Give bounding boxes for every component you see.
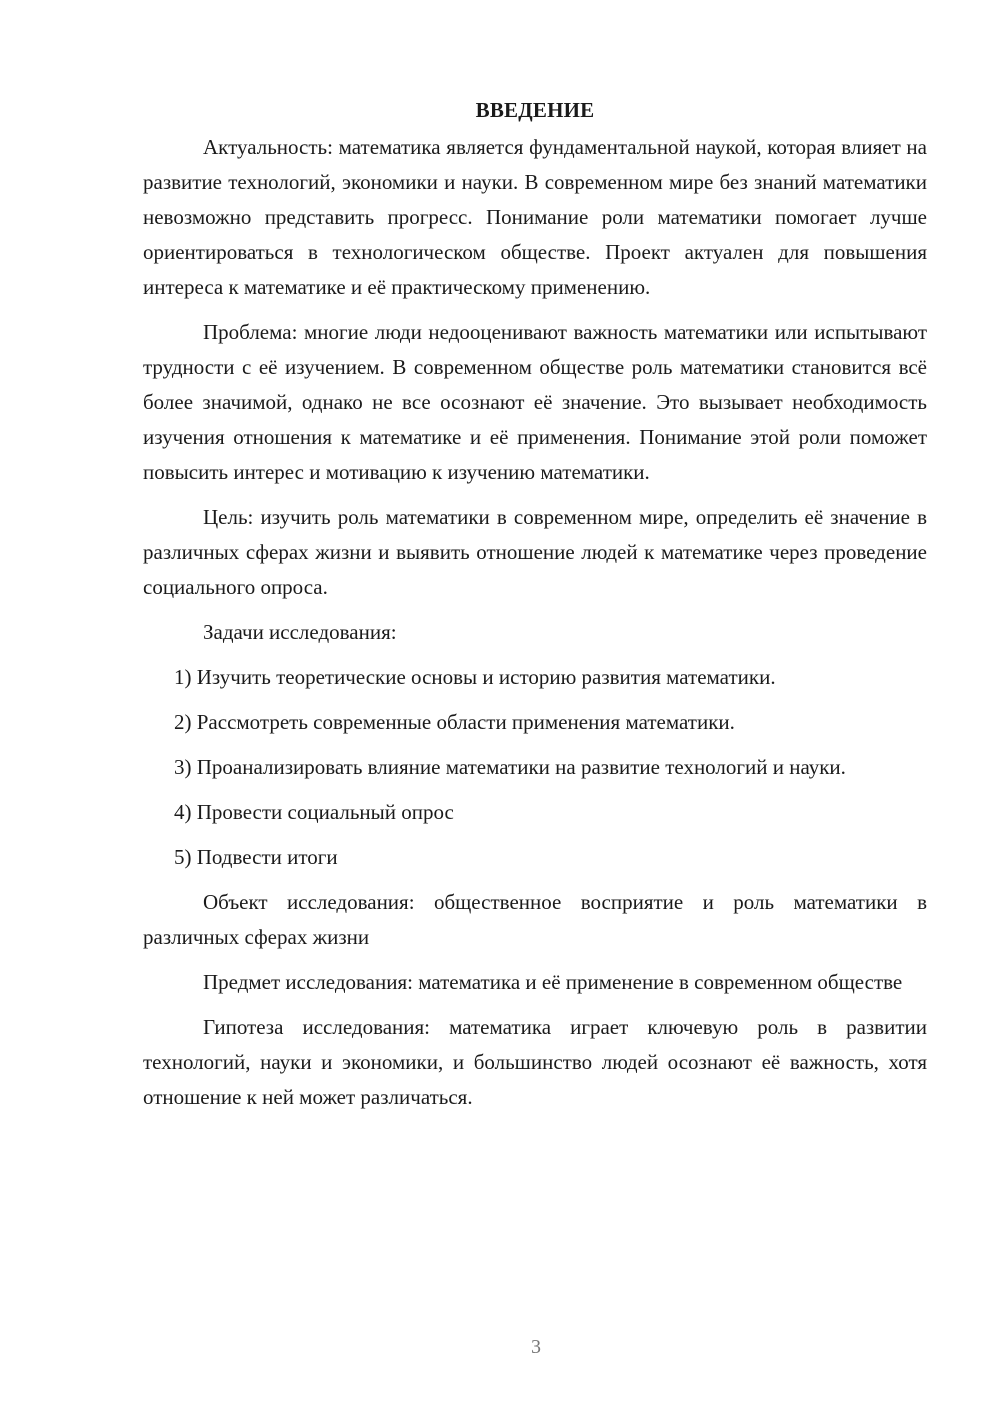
paragraph-goal: Цель: изучить роль математики в современном мире, определить её значение в различных сферах жизни и выявить отношение людей к математике через проведение социального опроса.: [143, 505, 927, 599]
paragraph-object: Объект исследования: общественное восприятие и роль математики в различных сферах жизни: [143, 890, 927, 949]
task-item-2: 2) Рассмотреть современные области применения математики.: [174, 710, 735, 734]
page-content: [143, 92, 927, 1125]
paragraph-relevance: Актуальность: математика является фундаментальной наукой, которая влияет на развитие технологий, экономики и науки. В современном мире без знаний математики невозможно представить прогресс. Понимание роли математики помогает лучше ориентироваться в технологическом обществе. Проект актуален для повышения интереса к математике и её практическому применению.: [143, 135, 927, 299]
task-item-3: 3) Проанализировать влияние математики на развитие технологий и науки.: [174, 755, 846, 779]
tasks-heading: Задачи исследования:: [203, 620, 397, 644]
task-item-1: 1) Изучить теоретические основы и историю развития математики.: [174, 665, 776, 689]
paragraph-subject: Предмет исследования: математика и её применение в современном обществе: [203, 970, 903, 994]
task-item-4: 4) Провести социальный опрос: [174, 800, 454, 824]
task-item-5: 5) Подвести итоги: [174, 845, 338, 869]
paragraph-hypothesis: Гипотеза исследования: математика играет ключевую роль в развитии технологий, науки и экономики, и большинство людей осознают её важность, хотя отношение к ней может различаться.: [143, 1015, 927, 1109]
page-title: ВВЕДЕНИЕ: [475, 98, 595, 122]
paragraph-problem: Проблема: многие люди недооценивают важность математики или испытывают трудности с её изучением. В современном обществе роль математики становится всё более значимой, однако не все осознают её значение. Это вызывает необходимость изучения отношения к математике и её применения. Понимание этой роли поможет повысить интерес и мотивацию к изучению математики.: [143, 320, 927, 484]
page-number: 3: [531, 1336, 541, 1358]
